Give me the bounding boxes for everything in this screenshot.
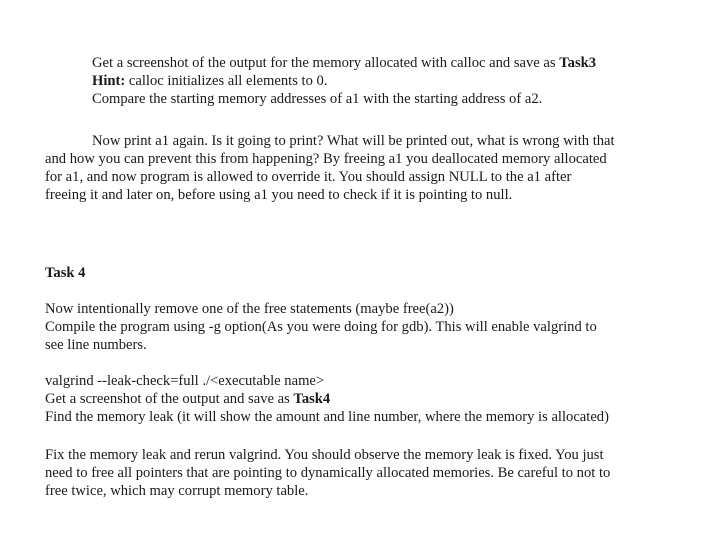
- task4-heading: [45, 264, 85, 282]
- task4-line: Now intentionally remove one of the free statements (maybe free(a2)): [45, 301, 454, 317]
- fix-leak-line: need to free all pointers that are pointing to dynamically allocated memories. Be careful to not to: [45, 465, 611, 481]
- find-leak-instruction: Find the memory leak (it will show the amount and line number, where the memory is allocated): [45, 409, 609, 425]
- fix-leak-line: Fix the memory leak and rerun valgrind. You should observe the memory leak is fixed. You just: [45, 447, 604, 463]
- compare-addresses-instruction: Compare the starting memory addresses of a1 with the starting address of a2.: [92, 91, 543, 107]
- task4-line: see line numbers.: [45, 337, 147, 353]
- task4-heading-text: Task 4: [45, 265, 86, 281]
- task4-label: Task4: [293, 391, 331, 407]
- calloc-hint: [92, 72, 327, 90]
- valgrind-command: valgrind --leak-check=full ./<executable name>: [45, 373, 325, 389]
- paragraph-line: for a1, and now program is allowed to override it. You should assign NULL to the a1 after: [45, 169, 572, 185]
- fix-leak-line: free twice, which may corrupt memory table.: [45, 483, 309, 499]
- task4-line: Compile the program using -g option(As you were doing for gdb). This will enable valgrind to: [45, 319, 597, 335]
- hint-text: calloc initializes all elements to 0.: [125, 73, 328, 89]
- screenshot-task4-instruction: [45, 390, 330, 408]
- screenshot-task4-text: Get a screenshot of the output and save as: [45, 391, 294, 407]
- paragraph-line: and how you can prevent this from happening? By freeing a1 you deallocated memory allocated: [45, 151, 607, 167]
- task3-label: Task3: [559, 55, 597, 71]
- screenshot-task3-instruction: [92, 54, 596, 72]
- hint-label: Hint:: [92, 73, 126, 89]
- screenshot-task3-text: Get a screenshot of the output for the memory allocated with calloc and save as: [92, 55, 560, 71]
- paragraph-line: Now print a1 again. Is it going to print? What will be printed out, what is wrong with that: [92, 133, 615, 149]
- paragraph-line: freeing it and later on, before using a1 you need to check if it is pointing to null.: [45, 187, 513, 203]
